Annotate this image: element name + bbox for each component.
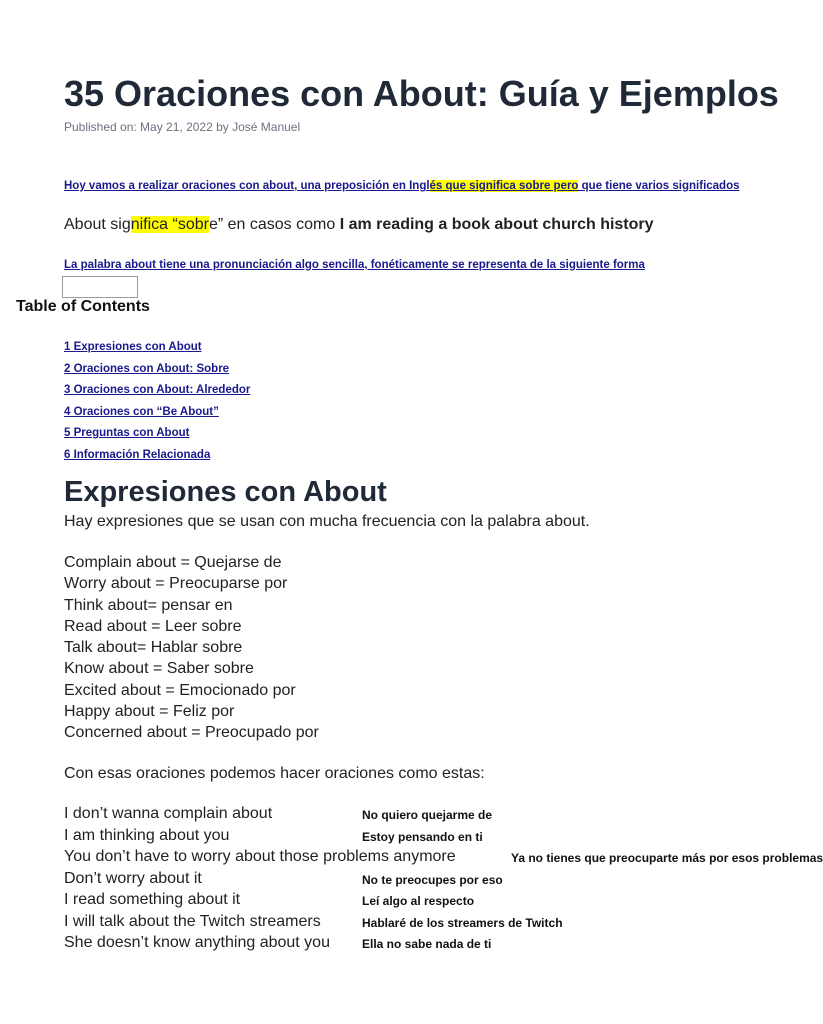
toc-link-3[interactable]: 3 Oraciones con About: Alrededor <box>64 384 251 396</box>
toc-item[interactable] <box>64 401 250 423</box>
toc-item[interactable] <box>64 379 250 401</box>
example-row <box>0 803 658 825</box>
example-english: You don’t have to worry about those problems anymore <box>64 848 456 865</box>
toc-title: Table of Contents <box>16 298 150 315</box>
example-spanish: Hablaré de los streamers de Twitch <box>362 915 563 930</box>
intro2-example-bold: I am reading a book about church history <box>339 216 654 233</box>
expression-item: Concerned about = Preocupado por <box>64 724 319 742</box>
expression-item: Happy about = Feliz por <box>64 703 235 721</box>
intro2-part-b: e” en casos como <box>208 216 340 233</box>
intro-paragraph-2 <box>64 214 658 236</box>
expression-item: Know about = Saber sobre <box>64 660 254 678</box>
expression-item: Worry about = Preocuparse por <box>64 575 288 593</box>
intro-paragraph-1[interactable] <box>64 176 740 195</box>
toc-title-clip <box>16 297 262 319</box>
example-english: I am thinking about you <box>64 826 230 844</box>
toc-link-6[interactable]: 6 Información Relacionada <box>64 448 211 461</box>
expression-item: Talk about= Hablar sobre <box>64 639 243 657</box>
pronunciation-link[interactable]: La palabra about tiene una pronunciación algo sencilla, fonéticamente se representa de la siguiente forma <box>64 259 645 271</box>
example-english: I will talk about the Twitch streamers <box>64 912 321 930</box>
expression-item: Think about= pensar en <box>64 596 233 614</box>
publish-meta: Published on: May 21, 2022 by José Manuel <box>64 120 301 134</box>
intro-paragraph-3[interactable] <box>64 255 658 274</box>
toc-item[interactable] <box>64 444 250 466</box>
intro-link-highlight[interactable]: és que significa sobre pero <box>429 180 579 192</box>
example-row <box>0 868 658 890</box>
intro-link-part-b[interactable]: que tiene varios significados <box>578 180 740 192</box>
toc-list <box>64 336 250 465</box>
example-spanish: No quiero quejarme de <box>362 808 493 822</box>
toc-link-4[interactable]: 4 Oraciones con “Be About” <box>64 405 219 418</box>
expression-item: Read about = Leer sobre <box>64 617 242 635</box>
toc-item[interactable] <box>64 358 250 380</box>
example-spanish: Ella no sabe nada de ti <box>362 937 492 951</box>
intro2-part-a: About sig <box>64 216 131 233</box>
toc-item[interactable] <box>64 336 250 358</box>
example-spanish: Estoy pensando en ti <box>362 829 483 844</box>
example-english: She doesn’t know anything about you <box>64 934 330 951</box>
example-spanish: Leí algo al respecto <box>362 894 475 908</box>
example-english: I don’t wanna complain about <box>64 805 273 822</box>
example-english: I read something about it <box>64 891 241 908</box>
example-row <box>0 911 658 933</box>
article-title: 35 Oraciones con About: Guía y Ejemplos <box>64 73 779 114</box>
toc-link-2[interactable]: 2 Oraciones con About: Sobre <box>64 362 230 375</box>
example-row <box>0 932 658 954</box>
example-row <box>0 825 658 847</box>
expression-item: Complain about = Quejarse de <box>64 554 282 571</box>
example-spanish: No te preocupes por eso <box>362 872 503 887</box>
toc-link-1[interactable]: 1 Expresiones con About <box>64 341 202 353</box>
toc-link-5[interactable]: 5 Preguntas con About <box>64 427 190 439</box>
examples-lead: Con esas oraciones podemos hacer oraciones como estas: <box>64 765 485 782</box>
example-spanish: Ya no tienes que preocuparte más por esos problemas <box>511 851 823 865</box>
toc-item[interactable] <box>64 422 250 444</box>
expression-list <box>64 552 319 744</box>
intro2-highlight: nifica “sobr <box>130 216 209 233</box>
section-heading: Expresiones con About <box>64 476 387 508</box>
intro-link-part-a[interactable]: Hoy vamos a realizar oraciones con about, una preposición en Ingl <box>64 180 430 192</box>
toc-toggle-box[interactable] <box>62 276 138 298</box>
example-row <box>0 889 658 911</box>
example-english: Don’t worry about it <box>64 869 202 887</box>
example-row <box>0 846 823 868</box>
expression-item: Excited about = Emocionado por <box>64 681 296 699</box>
section-intro: Hay expresiones que se usan con mucha frecuencia con la palabra about. <box>64 513 590 530</box>
